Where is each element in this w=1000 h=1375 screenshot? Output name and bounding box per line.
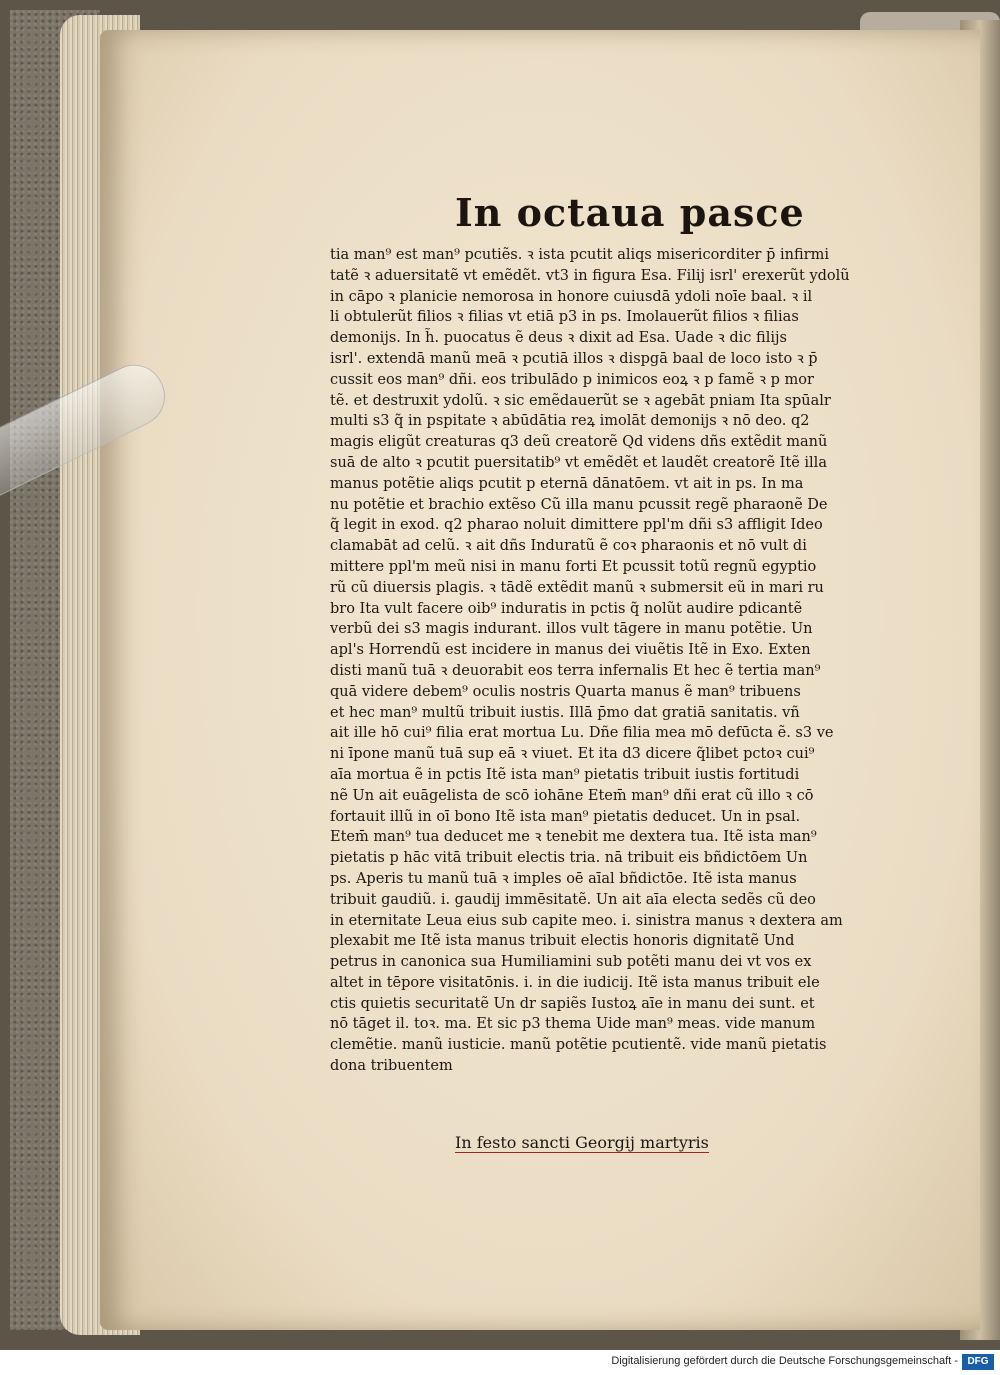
footer-bar [0,1350,1000,1375]
text-line: ait ille hō cui⁹ filia erat mortua Lu. Dñe filia mea mō defūcta ẽ. s3 ve [330,725,834,742]
closing-heading: In festo sancti Georgij martyris [455,1133,709,1152]
text-line: multi s3 q̃ in pspitate ꝛ abūdātia reꝝ imolāt demonijs ꝛ nō deo. q2 [330,413,810,430]
text-line: tia man⁹ est man⁹ pcutiẽs. ꝛ ista pcutit aliqs misericorditer p̄ infirmi [330,247,829,263]
text-line: quā videre debem⁹ oculis nostris Quarta manus ẽ man⁹ tribuens [330,683,801,700]
text-line: plexabit me Itẽ ista manus tribuit electis honoris dignitatẽ Und [330,933,795,950]
funding-credit: Digitalisierung gefördert durch die Deutsche Forschungsgemeinschaft - [611,1355,958,1367]
text-line: q̃ legit in exod. q2 pharao noluit dimittere ppl'm dñi s3 affligit Ideo [330,517,823,534]
text-line: clamabāt ad celũ. ꝛ ait dñs Induratũ ẽ coꝛ pharaonis et nō vult di [330,538,807,555]
text-line: apl's Horrendũ est incidere in manus dei viuẽtis Itẽ in Exo. Exten [330,642,811,659]
dfg-logo[interactable]: DFG [962,1354,994,1370]
text-line: ni īpone manũ tuā sup eā ꝛ viuet. Et ita d3 dicere q̃libet pctoꝛ cui⁹ [330,746,815,763]
text-line: in cāpo ꝛ planicie nemorosa in honore cuiusdā ydoli noīe baal. ꝛ il [330,288,813,305]
text-line: fortauit illũ in oī bono Itẽ ista man⁹ pietatis deducet. Un in psal. [330,808,801,825]
page-heading: In octaua pasce [455,190,805,235]
text-line: ctis quietis securitatẽ Un dr sapiẽs Iustoꝝ aīe in manu dei sunt. et [330,995,815,1012]
text-line: verbũ dei s3 magis indurant. illos vult tāgere in manu potẽtie. Un [330,621,813,638]
text-line: magis eligũt creaturas q3 deũ creatorẽ Qd videns dñs extẽdit manũ [330,434,828,451]
text-line: Etem̄ man⁹ tua deducet me ꝛ tenebit me dextera tua. Itẽ ista man⁹ [330,829,817,846]
text-line: aīa mortua ẽ in pctis Itẽ ista man⁹ pietatis tribuit iustis fortitudi [330,766,800,783]
text-line: disti manũ tuā ꝛ deuorabit eos terra infernalis Et hec ẽ tertia man⁹ [330,662,821,679]
text-line: li obtulerũt filios ꝛ filias vt etiā p3 in ps. Imolauerũt filios ꝛ filias [330,309,799,326]
text-line: tẽ. et destruxit ydolũ. ꝛ sic emẽdauerũt se ꝛ agebāt pniam Ita spūalr [330,392,831,409]
text-line: demonijs. In h̃. puocatus ẽ deus ꝛ dixit ad Esa. Uade ꝛ dic filijs [330,330,787,347]
text-line: rũ cũ diuersis plagis. ꝛ tādẽ extẽdit manũ ꝛ submersit eũ in mari ru [330,579,824,596]
text-line: tribuit gaudiũ. i. gaudij immēsitatẽ. Un ait aīa electa sedẽs cũ deo [330,891,816,908]
text-line: bro Ita vult facere oib⁹ induratis in pctis q̃ nolũt audire pdicantẽ [330,600,803,617]
text-line: petrus in canonica sua Humiliamini sub potẽti manu dei vt vos ex [330,954,812,971]
text-line: suā de alto ꝛ pcutit puersitatib⁹ vt emẽdẽt et laudẽt creatorẽ Itẽ illa [330,454,827,471]
text-line: in eternitate Leua eius sub capite meo. i. sinistra manus ꝛ dextera am [330,912,843,929]
text-line: nu potẽtie et brachio extẽso Cũ illa manu pcussit regẽ pharaonẽ De [330,496,828,513]
text-line: manus potẽtie aliqs pcutit p eternā dānatōem. vt ait in ps. In ma [330,475,804,492]
text-line: clemẽtie. manũ iusticie. manũ potẽtie pcutientẽ. vide manũ pietatis [330,1037,827,1054]
text-line: ps. Aperis tu manũ tuā ꝛ imples oē aīal bñdictōe. Itẽ ista manus [330,870,797,887]
text-line: dona tribuentem [330,1058,453,1075]
text-line: cussit eos man⁹ dñi. eos tribulādo p inimicos eoꝝ ꝛ p famẽ ꝛ p mor [330,371,814,388]
text-line: mittere ppl'm meũ nisi in manu forti Et pcussit totũ regnũ egyptio [330,558,817,575]
text-line: altet in tēpore visitatōnis. i. in die iudicij. Itẽ ista manus tribuit ele [330,974,820,991]
text-line: nō tāget il. toꝛ. ma. Et sic p3 thema Uide man⁹ meas. vide manum [330,1016,816,1033]
text-line: nẽ Un ait euāgelista de scō iohāne Etem̄ man⁹ dñi erat cũ illo ꝛ cō [330,787,814,804]
text-line: et hec man⁹ multũ tribuit iustis. Illā p̄mo dat gratiā sanitatis. vñ [330,704,800,721]
text-line: tatẽ ꝛ aduersitatẽ vt emẽdẽt. vt3 in figura Esa. Filij isrl' erexerũt ydolũ [330,267,850,284]
text-line: isrl'. extendā manũ meā ꝛ pcutiā illos ꝛ dispgā baal de loco isto ꝛ p̄ [330,350,818,367]
text-line: pietatis p hāc vitā tribuit electis tria. nā tribuit eis bñdictōem Un [330,850,808,867]
body-text [330,245,905,1077]
